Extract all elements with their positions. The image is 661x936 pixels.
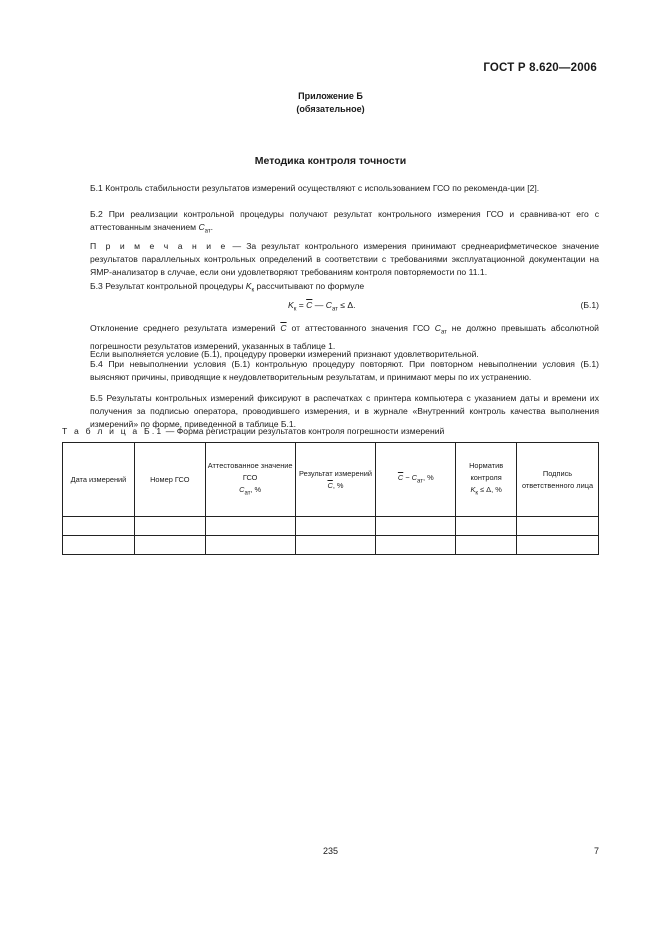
table-cell xyxy=(295,517,376,536)
h4-unit: , % xyxy=(332,480,344,490)
symbol-k: K xyxy=(245,281,252,291)
h3-unit: , % xyxy=(250,484,262,494)
page-number: 235 xyxy=(322,846,339,856)
formula-k-sub: к xyxy=(293,306,297,313)
paragraph-b5 xyxy=(62,392,599,431)
h5-mid: − C xyxy=(403,472,418,482)
note-body xyxy=(62,240,599,279)
table-cell xyxy=(134,536,205,555)
table-cell xyxy=(376,536,456,555)
standard-header: ГОСТ Р 8.620—2006 xyxy=(483,62,597,74)
paragraph-b4-text: Б.4 При невыполнении условия (Б.1) контрольную процедуру повторяют. При повторном невыполнении условия (Б.1) выясняют причины, приводящие к неудовлетворительным результатам, и принимают меры по их устранению. xyxy=(90,359,599,382)
col-signature: Подпись ответственного лица xyxy=(517,443,599,517)
dev-text-b: от аттестованного значения ГСО xyxy=(286,323,435,333)
table-cell xyxy=(295,536,376,555)
note xyxy=(62,240,599,279)
h5-cbar: $\overline{C}$ xyxy=(397,472,404,482)
table-cell xyxy=(517,517,599,536)
h3-text: Аттестованное значение ГСО xyxy=(207,460,293,482)
table-cell xyxy=(205,517,295,536)
formula-number: (Б.1) xyxy=(580,300,599,310)
col-norm xyxy=(456,443,517,517)
table-b1 xyxy=(62,442,599,555)
paragraph-b2-text: Б.2 При реализации контрольной процедуры получают результат контрольного измерения ГСО и сравнива-ют его с аттестованным значением xyxy=(90,209,599,232)
formula-expression xyxy=(288,300,356,313)
appendix-status: (обязательное) xyxy=(296,104,365,114)
col-date: Дата измерений xyxy=(63,443,135,517)
dev-text-d: не должно превышать абсолютной погрешности результатов измерений, указанных в таблице 1. xyxy=(90,323,599,351)
paragraph-b5-text: Б.5 Результаты контрольных измерений фиксируют в распечатках с принтера компьютера с указанием даты и времени их получения за подписью оператора, проводившего измерения, и в журнале «Внутренний контроль качества выполнения измерений» по форме, приведенной в таблице Б.1. xyxy=(90,393,599,429)
formula-b1 xyxy=(62,300,599,314)
table-cell xyxy=(63,536,135,555)
h3-sub: ат xyxy=(244,490,251,497)
paragraph-b1-text: Б.1 Контроль стабильности результатов измерений осуществляют с использованием ГСО по рекоменда-ции [2]. xyxy=(90,183,540,193)
punct: . xyxy=(210,222,213,232)
dev-c-sub: ат xyxy=(440,329,447,336)
paragraph-b1 xyxy=(62,182,599,195)
paragraph-b2-body xyxy=(62,208,599,239)
symbol-sub: к xyxy=(251,287,255,294)
table-caption-label: Т а б л и ц а Б.1 xyxy=(62,426,164,436)
h6-rel: ≤ Δ, % xyxy=(478,484,502,494)
col-difference xyxy=(376,443,456,517)
table-cell xyxy=(456,536,517,555)
dev-c: C xyxy=(434,323,441,333)
col-result xyxy=(295,443,376,517)
table-cell xyxy=(456,517,517,536)
formula-minus: — xyxy=(312,300,326,310)
h5-sub: ат xyxy=(417,478,423,485)
paragraph-b3-text: Б.3 Результат контрольной процедуры xyxy=(90,281,246,291)
paragraph-b3-end: рассчитывают по формуле xyxy=(254,281,365,291)
formula-rel: ≤ Δ. xyxy=(337,300,356,310)
h3-sym: C xyxy=(239,484,245,494)
table-cell xyxy=(517,536,599,555)
symbol-sub: ат xyxy=(204,228,211,235)
table-row xyxy=(63,517,599,536)
h6-sub: к xyxy=(475,490,478,497)
h6-sym: K xyxy=(470,484,476,494)
appendix-title: Приложение Б xyxy=(298,91,363,101)
note-text: — За результат контрольного измерения принимают среднеарифметическое значение результатов параллельных контрольных определений в соответствии с требованиями эксплуатационной документации на ЯМР-анализатор в случае, если они удовлетворяют требованиям контроля повторяемости по 11.1. xyxy=(90,241,599,277)
table-row xyxy=(63,536,599,555)
paragraph-b3 xyxy=(62,280,599,298)
col-gso-number: Номер ГСО xyxy=(134,443,205,517)
table-cell xyxy=(205,536,295,555)
formula-c: C xyxy=(325,300,332,310)
paragraph-b2 xyxy=(62,208,599,239)
symbol-c: C xyxy=(198,222,205,232)
table-cell xyxy=(134,517,205,536)
h4-sym: $\overline{C}$ xyxy=(327,480,333,490)
paragraph-b3-body xyxy=(62,280,599,298)
formula-eq: = xyxy=(296,300,307,310)
col-certified-value xyxy=(205,443,295,517)
formula-cbar: $\overline{C}$ xyxy=(306,300,313,310)
h5-unit: , % xyxy=(422,472,434,482)
table-cell xyxy=(376,517,456,536)
paragraph-condition-text: Если выполняется условие (Б.1), процедуру проверки измерений признают удовлетворительной. xyxy=(90,349,479,359)
table-cell xyxy=(63,517,135,536)
table-header-row xyxy=(63,443,599,517)
note-label: П р и м е ч а н и е xyxy=(90,241,228,251)
h4-text: Результат измерений xyxy=(299,468,372,478)
formula-k: K xyxy=(288,300,294,310)
sheet-number: 7 xyxy=(593,846,599,856)
section-title: Методика контроля точности xyxy=(254,155,407,167)
dev-text-a: Отклонение среднего результата измерений xyxy=(90,323,281,333)
h6-text: Норматив контроля xyxy=(469,460,504,482)
dev-cbar: $\overline{C}$ xyxy=(280,323,287,333)
formula-c-sub: ат xyxy=(331,306,338,313)
paragraph-b4 xyxy=(62,358,599,384)
table-caption-text: — Форма регистрации результатов контроля погрешности измерений xyxy=(163,426,445,436)
